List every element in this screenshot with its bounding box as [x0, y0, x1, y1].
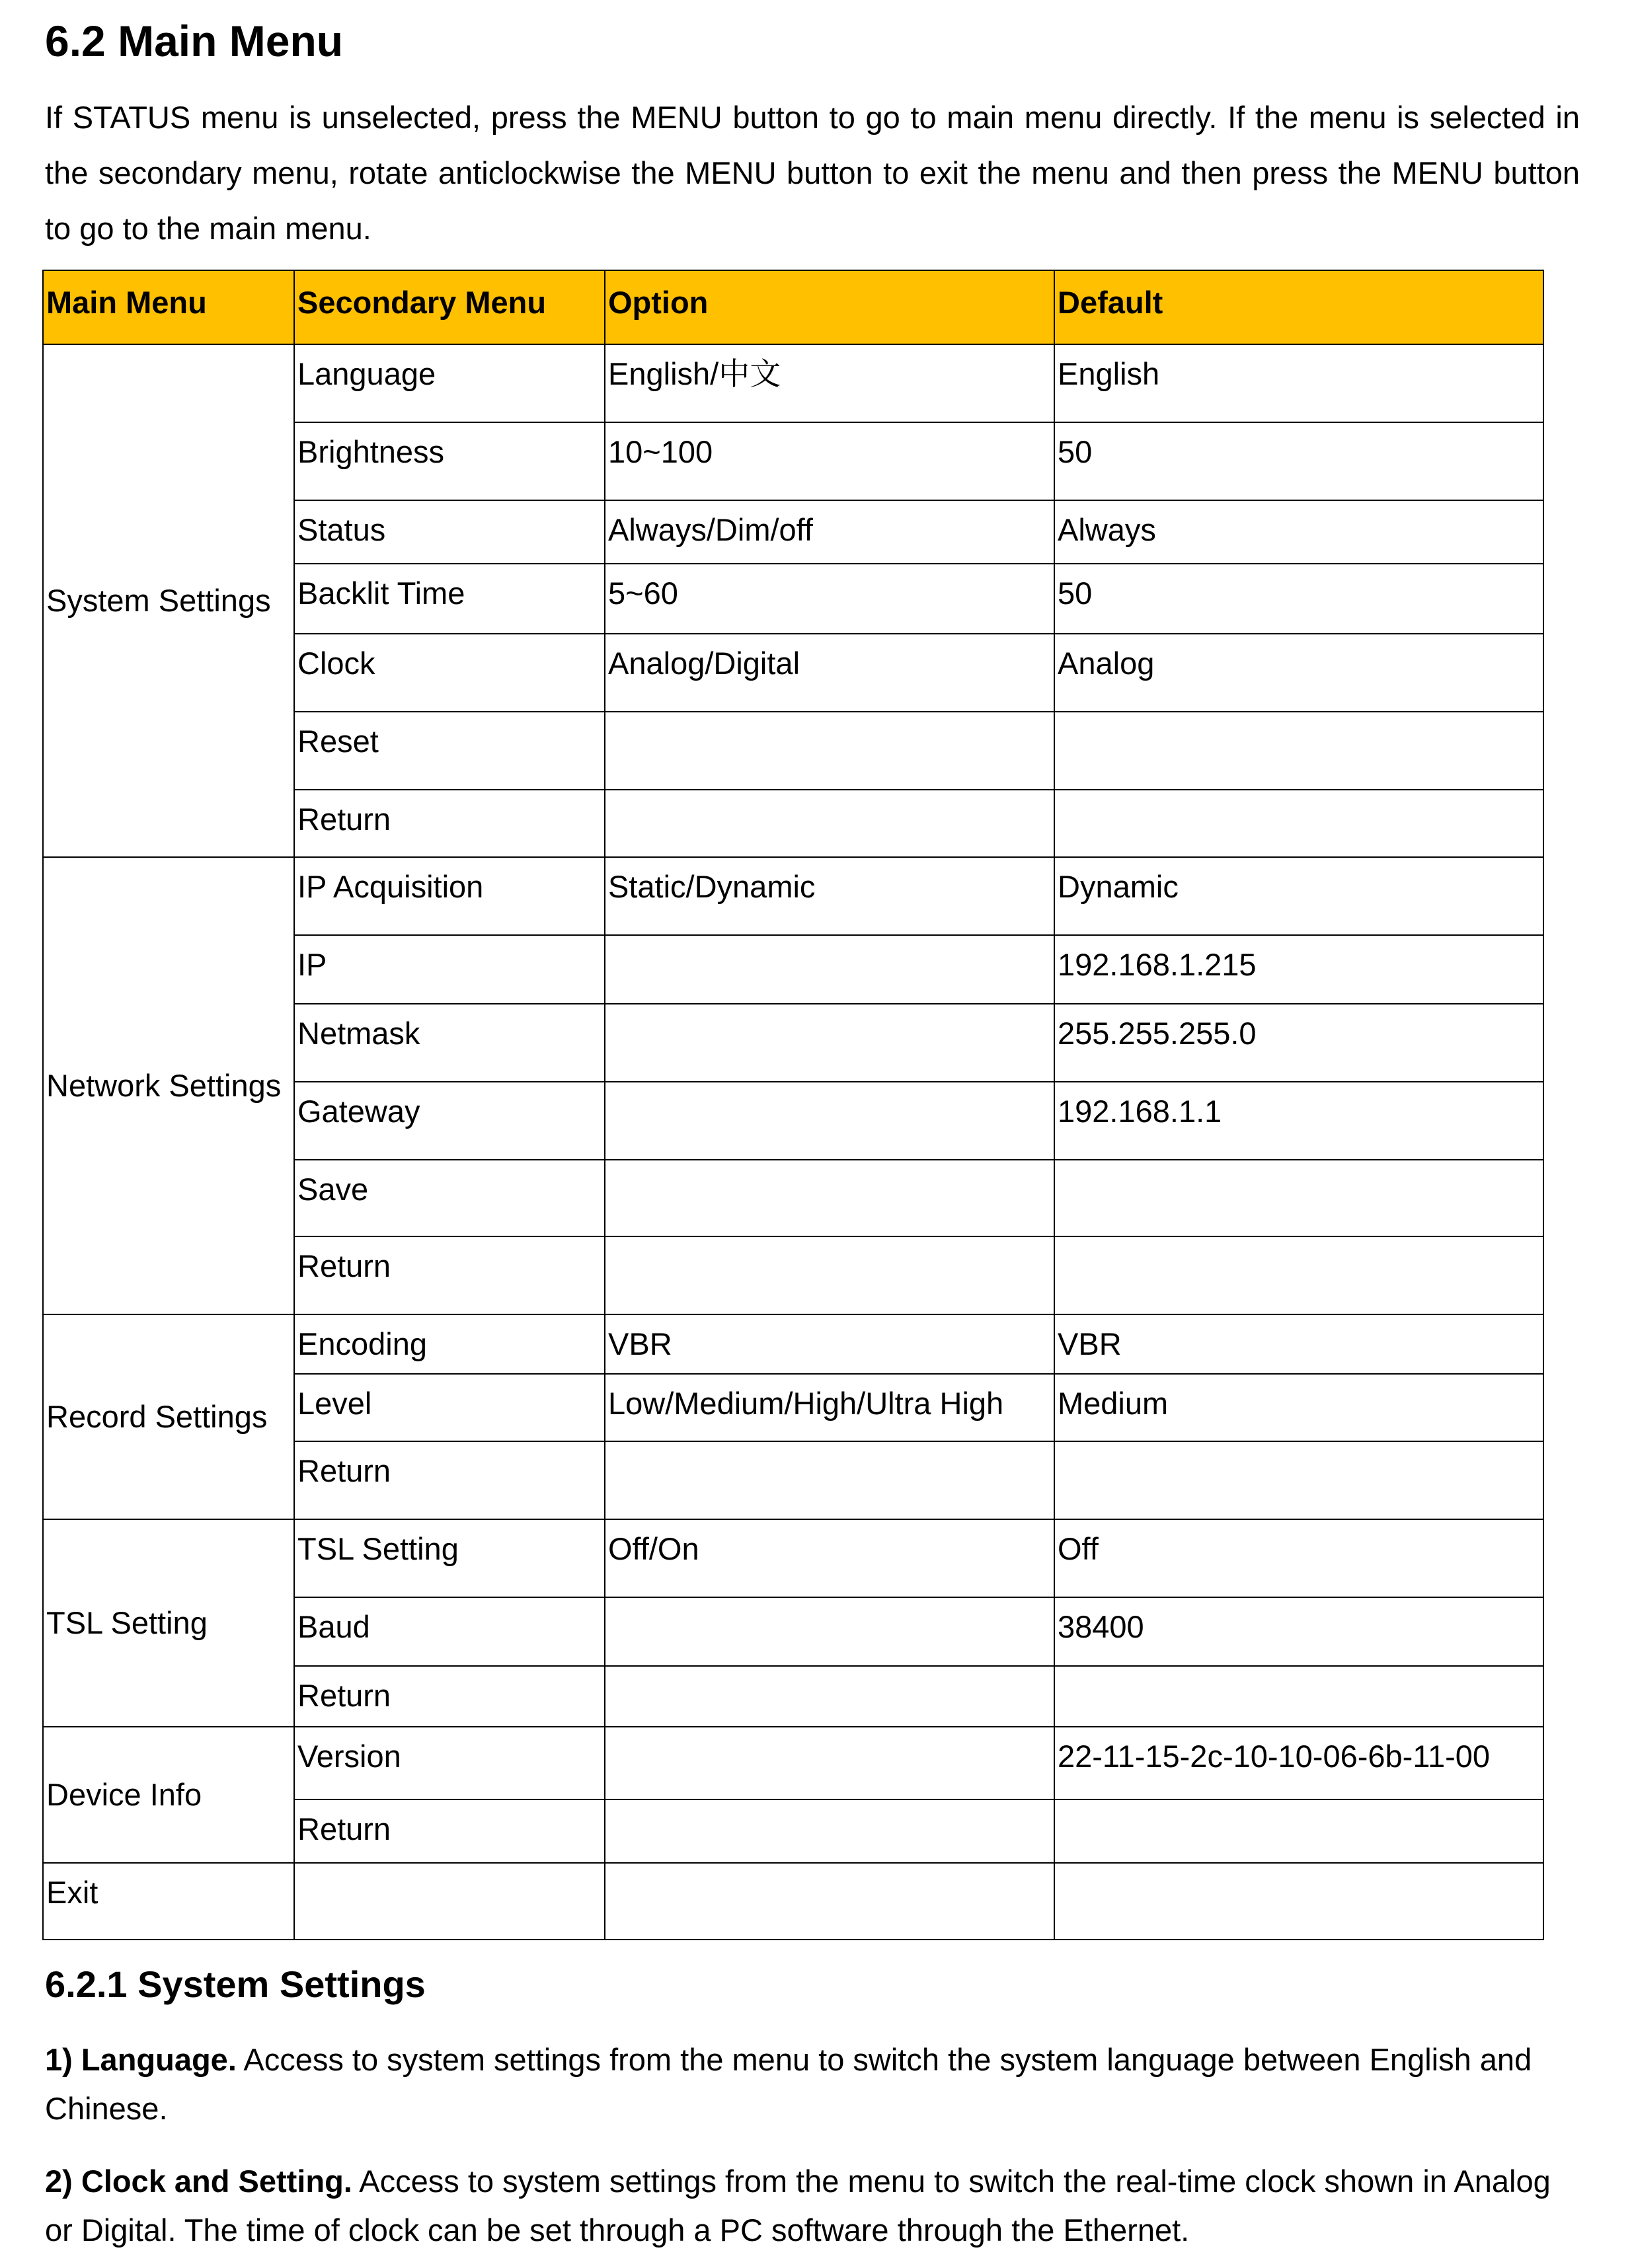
option-cell: VBR — [605, 1314, 1054, 1374]
table-row — [43, 1727, 1543, 1799]
option-cell — [605, 1597, 1054, 1666]
default-cell: 50 — [1054, 564, 1543, 634]
option-cell: English/中文 — [605, 344, 1054, 422]
default-cell: English — [1054, 344, 1543, 422]
secondary-cell: Status — [294, 500, 605, 564]
clock-label: 2) Clock and Setting. — [45, 2164, 352, 2199]
secondary-cell: Return — [294, 790, 605, 857]
option-cell — [605, 1160, 1054, 1236]
table-row — [43, 857, 1543, 935]
secondary-cell: Return — [294, 1441, 605, 1519]
default-cell — [1054, 712, 1543, 790]
option-cell — [605, 1799, 1054, 1863]
main-menu-table — [42, 270, 1544, 1940]
default-cell: VBR — [1054, 1314, 1543, 1374]
option-cell: 10~100 — [605, 422, 1054, 500]
default-cell — [1054, 1863, 1543, 1940]
table-row — [43, 344, 1543, 422]
default-cell: Off — [1054, 1519, 1543, 1597]
secondary-cell: Reset — [294, 712, 605, 790]
main-system-settings: System Settings — [43, 344, 294, 857]
option-cell — [605, 1666, 1054, 1727]
main-exit: Exit — [43, 1863, 294, 1940]
option-cell — [605, 790, 1054, 857]
table-row — [43, 1314, 1543, 1374]
option-cell — [605, 712, 1054, 790]
default-cell: 50 — [1054, 422, 1543, 500]
clock-paragraph — [45, 2157, 1580, 2255]
secondary-cell: Language — [294, 344, 605, 422]
clock-text: Access to system settings from the menu to switch the real-time clock shown in Analog or Digital. The time of clock can be set through a PC software through the Ethernet. — [45, 2164, 1551, 2248]
table-row — [43, 1863, 1543, 1940]
secondary-cell: IP — [294, 935, 605, 1004]
option-cell — [605, 1727, 1054, 1799]
option-cell — [605, 1004, 1054, 1082]
table-header-row — [43, 270, 1543, 344]
header-option: Option — [605, 270, 1054, 344]
default-cell — [1054, 1666, 1543, 1727]
secondary-cell — [294, 1863, 605, 1940]
main-tsl-setting: TSL Setting — [43, 1519, 294, 1727]
secondary-cell: Brightness — [294, 422, 605, 500]
option-cell: Off/On — [605, 1519, 1054, 1597]
secondary-cell: IP Acquisition — [294, 857, 605, 935]
option-cell: Static/Dynamic — [605, 857, 1054, 935]
option-cell: Low/Medium/High/Ultra High — [605, 1374, 1054, 1441]
default-cell — [1054, 1799, 1543, 1863]
secondary-cell: Level — [294, 1374, 605, 1441]
secondary-cell: Return — [294, 1236, 605, 1314]
default-cell: 255.255.255.0 — [1054, 1004, 1543, 1082]
default-cell: 38400 — [1054, 1597, 1543, 1666]
intro-paragraph: If STATUS menu is unselected, press the MENU button to go to main menu directly. If the menu is selected in the secondary menu, rotate anticlockwise the MENU button to exit the menu and then press the MENU button to go to the main menu. — [45, 100, 1580, 246]
secondary-cell: Baud — [294, 1597, 605, 1666]
default-cell: Medium — [1054, 1374, 1543, 1441]
option-cell — [605, 1236, 1054, 1314]
secondary-cell: Return — [294, 1666, 605, 1727]
main-record-settings: Record Settings — [43, 1314, 294, 1519]
language-text: Access to system settings from the menu to switch the system language between English and Chinese. — [45, 2042, 1532, 2126]
secondary-cell: TSL Setting — [294, 1519, 605, 1597]
secondary-cell: Encoding — [294, 1314, 605, 1374]
secondary-cell: Gateway — [294, 1082, 605, 1160]
option-cell — [605, 935, 1054, 1004]
option-cell: 5~60 — [605, 564, 1054, 634]
default-cell: 192.168.1.215 — [1054, 935, 1543, 1004]
section-title: 6.2 Main Menu — [45, 17, 344, 65]
option-cell — [605, 1082, 1054, 1160]
secondary-cell: Netmask — [294, 1004, 605, 1082]
option-cell — [605, 1441, 1054, 1519]
option-cell: Always/Dim/off — [605, 500, 1054, 564]
table-row — [43, 1519, 1543, 1597]
main-device-info: Device Info — [43, 1727, 294, 1863]
default-cell — [1054, 1236, 1543, 1314]
default-cell — [1054, 1441, 1543, 1519]
default-cell: 192.168.1.1 — [1054, 1082, 1543, 1160]
secondary-cell: Backlit Time — [294, 564, 605, 634]
header-main-menu: Main Menu — [43, 270, 294, 344]
option-cell — [605, 1863, 1054, 1940]
language-label: 1) Language. — [45, 2042, 237, 2077]
main-network-settings: Network Settings — [43, 857, 294, 1314]
default-cell — [1054, 1160, 1543, 1236]
subsection-title: 6.2.1 System Settings — [45, 1963, 426, 2005]
header-default: Default — [1054, 270, 1543, 344]
header-secondary-menu: Secondary Menu — [294, 270, 605, 344]
secondary-cell: Clock — [294, 634, 605, 712]
default-cell: Dynamic — [1054, 857, 1543, 935]
default-cell: Analog — [1054, 634, 1543, 712]
secondary-cell: Return — [294, 1799, 605, 1863]
secondary-cell: Save — [294, 1160, 605, 1236]
language-paragraph — [45, 2035, 1580, 2133]
secondary-cell: Version — [294, 1727, 605, 1799]
default-cell: 22-11-15-2c-10-10-06-6b-11-00 — [1054, 1727, 1543, 1799]
option-cell: Analog/Digital — [605, 634, 1054, 712]
default-cell: Always — [1054, 500, 1543, 564]
default-cell — [1054, 790, 1543, 857]
